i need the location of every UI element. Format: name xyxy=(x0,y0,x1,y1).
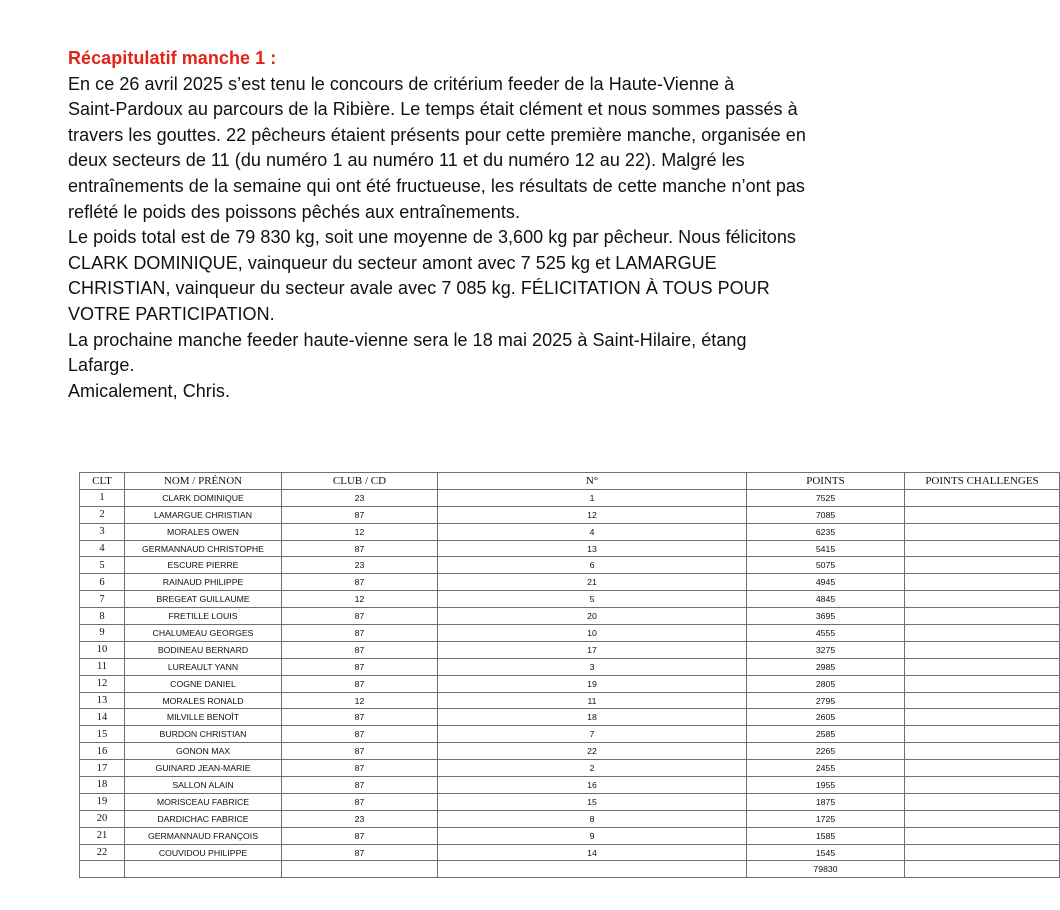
cell-challenge-points xyxy=(905,591,1060,608)
table-row xyxy=(80,692,1060,709)
cell-challenge-points xyxy=(905,675,1060,692)
summary-line: reflété le poids des poissons pêchés aux entraînements. xyxy=(68,201,521,222)
cell-number: 20 xyxy=(438,608,747,625)
cell-number: 10 xyxy=(438,625,747,642)
table-row xyxy=(80,506,1060,523)
cell-name: RAINAUD PHILIPPE xyxy=(125,574,282,591)
cell-name: COGNE DANIEL xyxy=(125,675,282,692)
cell-name: GERMANNAUD CHRISTOPHE xyxy=(125,540,282,557)
cell-name: LUREAULT YANN xyxy=(125,658,282,675)
cell-rank: 3 xyxy=(80,523,125,540)
cell-club: 12 xyxy=(282,692,438,709)
cell-challenge-points xyxy=(905,793,1060,810)
table-row xyxy=(80,658,1060,675)
cell-points: 3275 xyxy=(747,641,905,658)
cell-number: 14 xyxy=(438,844,747,861)
table-row xyxy=(80,844,1060,861)
cell-club: 87 xyxy=(282,760,438,777)
cell-rank: 21 xyxy=(80,827,125,844)
cell-rank: 11 xyxy=(80,658,125,675)
cell-challenge-points xyxy=(905,726,1060,743)
summary-line: Saint-Pardoux au parcours de la Ribière. Le temps était clément et nous sommes passés à xyxy=(68,99,798,120)
summary-line: CLARK DOMINIQUE, vainqueur du secteur amont avec 7 525 kg et LAMARGUE xyxy=(68,252,717,273)
summary-line: CHRISTIAN, vainqueur du secteur avale avec 7 085 kg. FÉLICITATION À TOUS POUR xyxy=(68,278,770,299)
cell-points: 6235 xyxy=(747,523,905,540)
cell-club: 87 xyxy=(282,506,438,523)
summary-line: VOTRE PARTICIPATION. xyxy=(68,303,275,324)
cell-points: 1545 xyxy=(747,844,905,861)
cell-number: 17 xyxy=(438,641,747,658)
cell-challenge-points xyxy=(905,574,1060,591)
cell-points: 5075 xyxy=(747,557,905,574)
cell-rank: 2 xyxy=(80,506,125,523)
summary-body xyxy=(68,72,898,405)
cell-name: SALLON ALAIN xyxy=(125,777,282,794)
cell-name: ESCURE PIERRE xyxy=(125,557,282,574)
cell-club: 87 xyxy=(282,608,438,625)
cell-club: 87 xyxy=(282,827,438,844)
cell-points: 2455 xyxy=(747,760,905,777)
cell-club: 12 xyxy=(282,591,438,608)
cell-challenge-points xyxy=(905,658,1060,675)
summary-line: En ce 26 avril 2025 s’est tenu le concours de critérium feeder de la Haute-Vienne à xyxy=(68,73,735,94)
cell-rank: 22 xyxy=(80,844,125,861)
cell-club: 87 xyxy=(282,574,438,591)
cell-challenge-points xyxy=(905,844,1060,861)
table-row xyxy=(80,557,1060,574)
cell-name: LAMARGUE CHRISTIAN xyxy=(125,506,282,523)
table-row xyxy=(80,523,1060,540)
summary-line: Lafarge. xyxy=(68,355,135,376)
summary-line: travers les gouttes. 22 pêcheurs étaient présents pour cette première manche, organisée en xyxy=(68,124,806,145)
cell-points: 4555 xyxy=(747,625,905,642)
summary-section xyxy=(68,46,898,404)
cell-club: 87 xyxy=(282,743,438,760)
cell-name: CLARK DOMINIQUE xyxy=(125,489,282,506)
cell-challenge-points xyxy=(905,760,1060,777)
table-row xyxy=(80,760,1060,777)
cell-rank: 15 xyxy=(80,726,125,743)
cell-name: MORISCEAU FABRICE xyxy=(125,793,282,810)
cell-number: 9 xyxy=(438,827,747,844)
cell-number: 12 xyxy=(438,506,747,523)
header-rank: CLT xyxy=(80,473,125,490)
cell-number: 8 xyxy=(438,810,747,827)
cell-rank: 18 xyxy=(80,777,125,794)
cell-number: 18 xyxy=(438,709,747,726)
cell-rank: 8 xyxy=(80,608,125,625)
cell-name: DARDICHAC FABRICE xyxy=(125,810,282,827)
table-row xyxy=(80,574,1060,591)
cell-number: 19 xyxy=(438,675,747,692)
cell-club: 23 xyxy=(282,489,438,506)
cell-club: 87 xyxy=(282,625,438,642)
cell-name: BREGEAT GUILLAUME xyxy=(125,591,282,608)
cell-club: 23 xyxy=(282,557,438,574)
cell-name: FRETILLE LOUIS xyxy=(125,608,282,625)
total-cell xyxy=(282,861,438,878)
total-cell xyxy=(905,861,1060,878)
cell-points: 1585 xyxy=(747,827,905,844)
table-row xyxy=(80,625,1060,642)
cell-number: 3 xyxy=(438,658,747,675)
summary-line: entraînements de la semaine qui ont été fructueuse, les résultats de cette manche n’ont pas xyxy=(68,175,805,196)
cell-challenge-points xyxy=(905,692,1060,709)
cell-points: 4945 xyxy=(747,574,905,591)
cell-points: 7085 xyxy=(747,506,905,523)
cell-name: GONON MAX xyxy=(125,743,282,760)
cell-challenge-points xyxy=(905,625,1060,642)
cell-name: MORALES RONALD xyxy=(125,692,282,709)
cell-number: 11 xyxy=(438,692,747,709)
cell-number: 1 xyxy=(438,489,747,506)
cell-challenge-points xyxy=(905,709,1060,726)
cell-challenge-points xyxy=(905,777,1060,794)
cell-name: BURDON CHRISTIAN xyxy=(125,726,282,743)
cell-rank: 20 xyxy=(80,810,125,827)
cell-club: 87 xyxy=(282,793,438,810)
cell-rank: 9 xyxy=(80,625,125,642)
cell-number: 21 xyxy=(438,574,747,591)
cell-club: 87 xyxy=(282,675,438,692)
cell-challenge-points xyxy=(905,827,1060,844)
cell-name: MILVILLE BENOÎT xyxy=(125,709,282,726)
cell-rank: 12 xyxy=(80,675,125,692)
cell-club: 87 xyxy=(282,726,438,743)
cell-club: 12 xyxy=(282,523,438,540)
cell-points: 7525 xyxy=(747,489,905,506)
table-row xyxy=(80,709,1060,726)
summary-line: deux secteurs de 11 (du numéro 1 au numéro 11 et du numéro 12 au 22). Malgré les xyxy=(68,150,745,171)
cell-challenge-points xyxy=(905,608,1060,625)
cell-points: 3695 xyxy=(747,608,905,625)
table-row xyxy=(80,726,1060,743)
cell-club: 87 xyxy=(282,658,438,675)
cell-number: 15 xyxy=(438,793,747,810)
cell-name: GERMANNAUD FRANÇOIS xyxy=(125,827,282,844)
cell-points: 4845 xyxy=(747,591,905,608)
cell-rank: 7 xyxy=(80,591,125,608)
cell-number: 2 xyxy=(438,760,747,777)
total-cell xyxy=(125,861,282,878)
table-row xyxy=(80,827,1060,844)
cell-club: 87 xyxy=(282,777,438,794)
header-number: N° xyxy=(438,473,747,490)
cell-club: 87 xyxy=(282,709,438,726)
cell-club: 87 xyxy=(282,844,438,861)
cell-points: 2605 xyxy=(747,709,905,726)
table-total-row xyxy=(80,861,1060,878)
table-row xyxy=(80,489,1060,506)
cell-number: 7 xyxy=(438,726,747,743)
cell-challenge-points xyxy=(905,641,1060,658)
table-row xyxy=(80,810,1060,827)
header-points: POINTS xyxy=(747,473,905,490)
cell-points: 1875 xyxy=(747,793,905,810)
cell-name: COUVIDOU PHILIPPE xyxy=(125,844,282,861)
cell-number: 16 xyxy=(438,777,747,794)
cell-rank: 13 xyxy=(80,692,125,709)
cell-rank: 6 xyxy=(80,574,125,591)
cell-points: 2585 xyxy=(747,726,905,743)
cell-points: 5415 xyxy=(747,540,905,557)
cell-challenge-points xyxy=(905,523,1060,540)
cell-number: 5 xyxy=(438,591,747,608)
cell-points: 2795 xyxy=(747,692,905,709)
cell-challenge-points xyxy=(905,540,1060,557)
table-row xyxy=(80,743,1060,760)
cell-points: 1725 xyxy=(747,810,905,827)
table-row xyxy=(80,641,1060,658)
cell-challenge-points xyxy=(905,506,1060,523)
table-row xyxy=(80,608,1060,625)
cell-rank: 5 xyxy=(80,557,125,574)
table-row xyxy=(80,793,1060,810)
cell-points: 1955 xyxy=(747,777,905,794)
cell-challenge-points xyxy=(905,557,1060,574)
cell-rank: 19 xyxy=(80,793,125,810)
cell-rank: 16 xyxy=(80,743,125,760)
cell-rank: 14 xyxy=(80,709,125,726)
cell-number: 6 xyxy=(438,557,747,574)
cell-number: 13 xyxy=(438,540,747,557)
cell-rank: 17 xyxy=(80,760,125,777)
header-challenge-points: POINTS CHALLENGES xyxy=(905,473,1060,490)
cell-number: 4 xyxy=(438,523,747,540)
cell-name: BODINEAU BERNARD xyxy=(125,641,282,658)
total-cell xyxy=(438,861,747,878)
cell-points: 2265 xyxy=(747,743,905,760)
table-body xyxy=(80,489,1060,878)
total-points: 79830 xyxy=(747,861,905,878)
cell-challenge-points xyxy=(905,810,1060,827)
cell-challenge-points xyxy=(905,743,1060,760)
results-table xyxy=(79,472,1060,878)
table-row xyxy=(80,777,1060,794)
cell-club: 23 xyxy=(282,810,438,827)
summary-line: La prochaine manche feeder haute-vienne sera le 18 mai 2025 à Saint-Hilaire, étang xyxy=(68,329,747,350)
cell-name: MORALES OWEN xyxy=(125,523,282,540)
summary-line: Le poids total est de 79 830 kg, soit une moyenne de 3,600 kg par pêcheur. Nous félicitons xyxy=(68,227,796,248)
table-row xyxy=(80,675,1060,692)
cell-rank: 10 xyxy=(80,641,125,658)
header-name: NOM / PRÉNON xyxy=(125,473,282,490)
table-row xyxy=(80,540,1060,557)
cell-points: 2985 xyxy=(747,658,905,675)
cell-name: CHALUMEAU GEORGES xyxy=(125,625,282,642)
cell-number: 22 xyxy=(438,743,747,760)
cell-name: GUINARD JEAN-MARIE xyxy=(125,760,282,777)
table-row xyxy=(80,591,1060,608)
cell-challenge-points xyxy=(905,489,1060,506)
summary-line: Amicalement, Chris. xyxy=(68,380,230,401)
table-header-row xyxy=(80,473,1060,490)
cell-rank: 1 xyxy=(80,489,125,506)
summary-title: Récapitulatif manche 1 : xyxy=(68,48,277,68)
cell-club: 87 xyxy=(282,641,438,658)
cell-points: 2805 xyxy=(747,675,905,692)
cell-rank: 4 xyxy=(80,540,125,557)
total-cell xyxy=(80,861,125,878)
cell-club: 87 xyxy=(282,540,438,557)
header-club: CLUB / CD xyxy=(282,473,438,490)
